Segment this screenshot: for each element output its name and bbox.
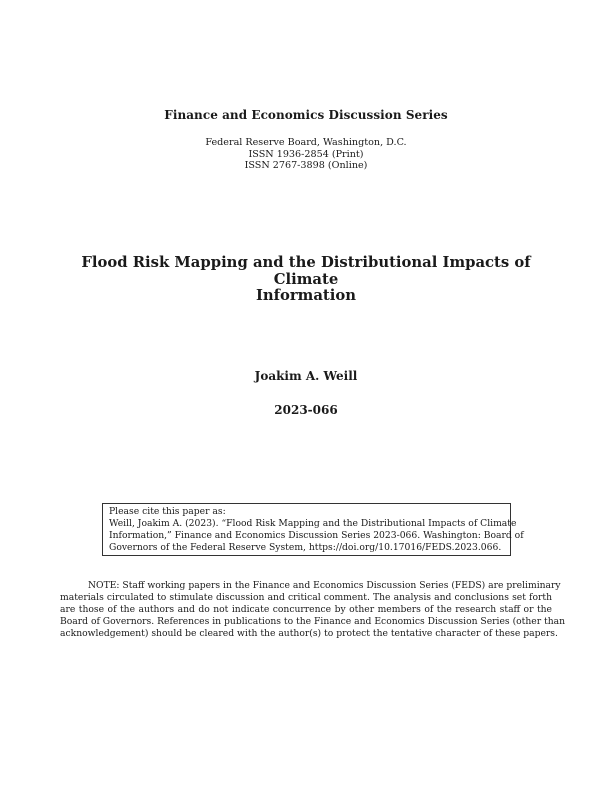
citation-text-line: Information,” Finance and Economics Discussion Series 2023-066. Washington: Board of xyxy=(109,530,524,541)
paper-title-line: Flood Risk Mapping and the Distributional Impacts of Climate xyxy=(81,254,531,288)
note-line: acknowledgement) should be cleared with the author(s) to protect the tentative character of these papers. xyxy=(60,628,558,639)
note-line: Board of Governors. References in publications to the Finance and Economics Discussion Series (other than xyxy=(60,616,566,627)
publisher-name: Federal Reserve Board, Washington, D.C. xyxy=(205,137,407,148)
citation-text-line: Governors of the Federal Reserve System, https://doi.org/10.17016/FEDS.2023.066. xyxy=(109,542,502,553)
issn-print: ISSN 1936-2854 (Print) xyxy=(248,148,364,160)
paper-title-line: Information xyxy=(255,287,357,304)
citation-heading: Please cite this paper as: xyxy=(109,506,226,517)
note-line: are those of the authors and do not indicate concurrence by other members of the research staff or the xyxy=(60,604,552,615)
citation-text-line: Weill, Joakim A. (2023). “Flood Risk Mapping and the Distributional Impacts of Climate xyxy=(109,518,517,529)
citation-box xyxy=(102,503,524,556)
author-name: Joakim A. Weill xyxy=(254,369,358,383)
issn-online: ISSN 2767-3898 (Online) xyxy=(244,160,368,172)
series-title: Finance and Economics Discussion Series xyxy=(164,108,448,122)
note-line: materials circulated to stimulate discussion and critical comment. The analysis and conclusions set forth xyxy=(60,592,552,603)
paper-title xyxy=(60,255,552,305)
publisher-info xyxy=(0,137,612,172)
note-line: NOTE: Staff working papers in the Finance and Economics Discussion Series (FEDS) are preliminary xyxy=(88,580,561,591)
disclaimer-note xyxy=(60,580,566,640)
paper-number: 2023-066 xyxy=(274,403,338,417)
